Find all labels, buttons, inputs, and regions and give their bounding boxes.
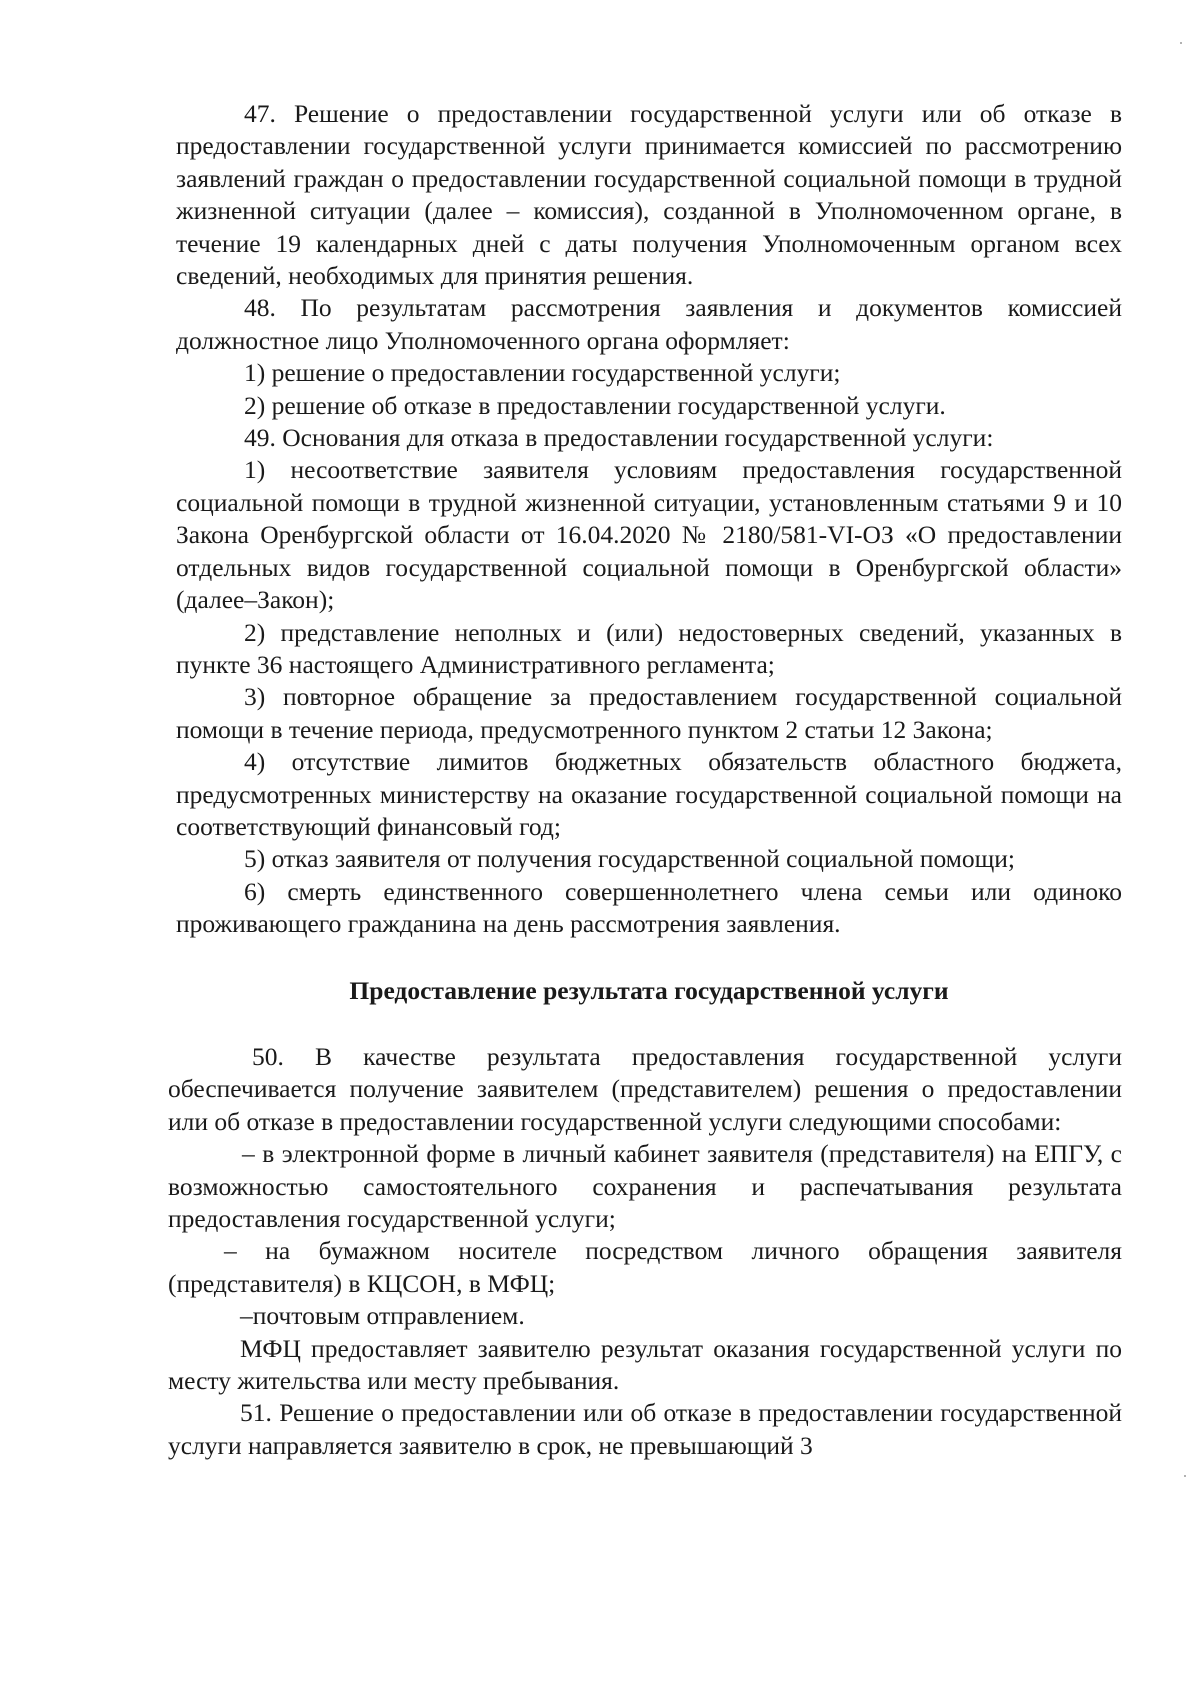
paragraph-50-mfc: МФЦ предоставляет заявителю результат оказания государственной услуги по месту жительства или месту пребывания. xyxy=(168,1333,1122,1396)
list-item-49-1: 1) несоответствие заявителя условиям предоставления государственной социальной помощи в трудной жизненной ситуации, установленным статьями 9 и 10 Закона Оренбургской области от 16.04.2020 № 2180/581-VI-ОЗ «О предоставлении отдельных видов государственной социальной помощи в Оренбургской области» (далее–Закон); xyxy=(176,455,1122,615)
section-result xyxy=(168,1041,1122,1462)
paragraph-50: 50. В качестве результата предоставления государственной услуги обеспечивается получение заявителем (представителем) решения о предоставлении или об отказе в предоставлении государственной услуги следующими способами: xyxy=(168,1041,1122,1136)
paragraph-51: 51. Решение о предоставлении или об отказе в предоставлении государственной услуги направляется заявителю в срок, не превышающий 3 xyxy=(168,1398,1122,1460)
list-item-49-3: 3) повторное обращение за предоставлением государственной социальной помощи в течение периода, предусмотренного пунктом 2 статьи 12 Закона; xyxy=(176,682,1122,744)
list-item-48-1: 1) решение о предоставлении государственной услуги; xyxy=(244,358,841,388)
paragraph-48: 48. По результатам рассмотрения заявления и документов комиссией должностное лицо Уполномоченного органа оформляет: xyxy=(176,293,1122,355)
list-item-49-4: 4) отсутствие лимитов бюджетных обязательств областного бюджета, предусмотренных министерству на оказание государственной социальной помощи на соответствующий финансовый год; xyxy=(176,747,1122,841)
scan-speck xyxy=(1184,1475,1186,1477)
list-item-50-mail: –почтовым отправлением. xyxy=(240,1301,525,1331)
document-page xyxy=(168,98,1122,1462)
list-item-50-electronic: – в электронной форме в личный кабинет заявителя (представителя) на ЕПГУ, с возможностью самостоятельного сохранения и распечатывания результата предоставления государственной услуги; xyxy=(168,1139,1122,1233)
list-item-49-6: 6) смерть единственного совершеннолетнего члена семьи или одиноко проживающего гражданина на день рассмотрения заявления. xyxy=(176,876,1122,939)
section-heading: Предоставление результата государственной услуги xyxy=(349,975,949,1005)
list-item-49-2: 2) представление неполных и (или) недостоверных сведений, указанных в пункте 36 настоящего Административного регламента; xyxy=(176,617,1122,679)
paragraph-47: 47. Решение о предоставлении государственной услуги или об отказе в предоставлении государственной услуги принимается комиссией по рассмотрению заявлений граждан о предоставлении государственной социальной помощи в трудной жизненной ситуации (далее – комиссия), созданной в Уполномоченном органе, в течение 19 календарных дней с даты получения Уполномоченным органом всех сведений, необходимых для принятия решения. xyxy=(176,99,1122,291)
list-item-50-paper: – на бумажном носителе посредством личного обращения заявителя (представителя) в КЦСОН, в МФЦ; xyxy=(168,1236,1122,1298)
paragraph-49: 49. Основания для отказа в предоставлении государственной услуги: xyxy=(244,423,994,453)
scan-speck xyxy=(1180,42,1182,44)
list-item-48-2: 2) решение об отказе в предоставлении государственной услуги. xyxy=(244,390,946,420)
list-item-49-5: 5) отказ заявителя от получения государственной социальной помощи; xyxy=(244,844,1016,874)
